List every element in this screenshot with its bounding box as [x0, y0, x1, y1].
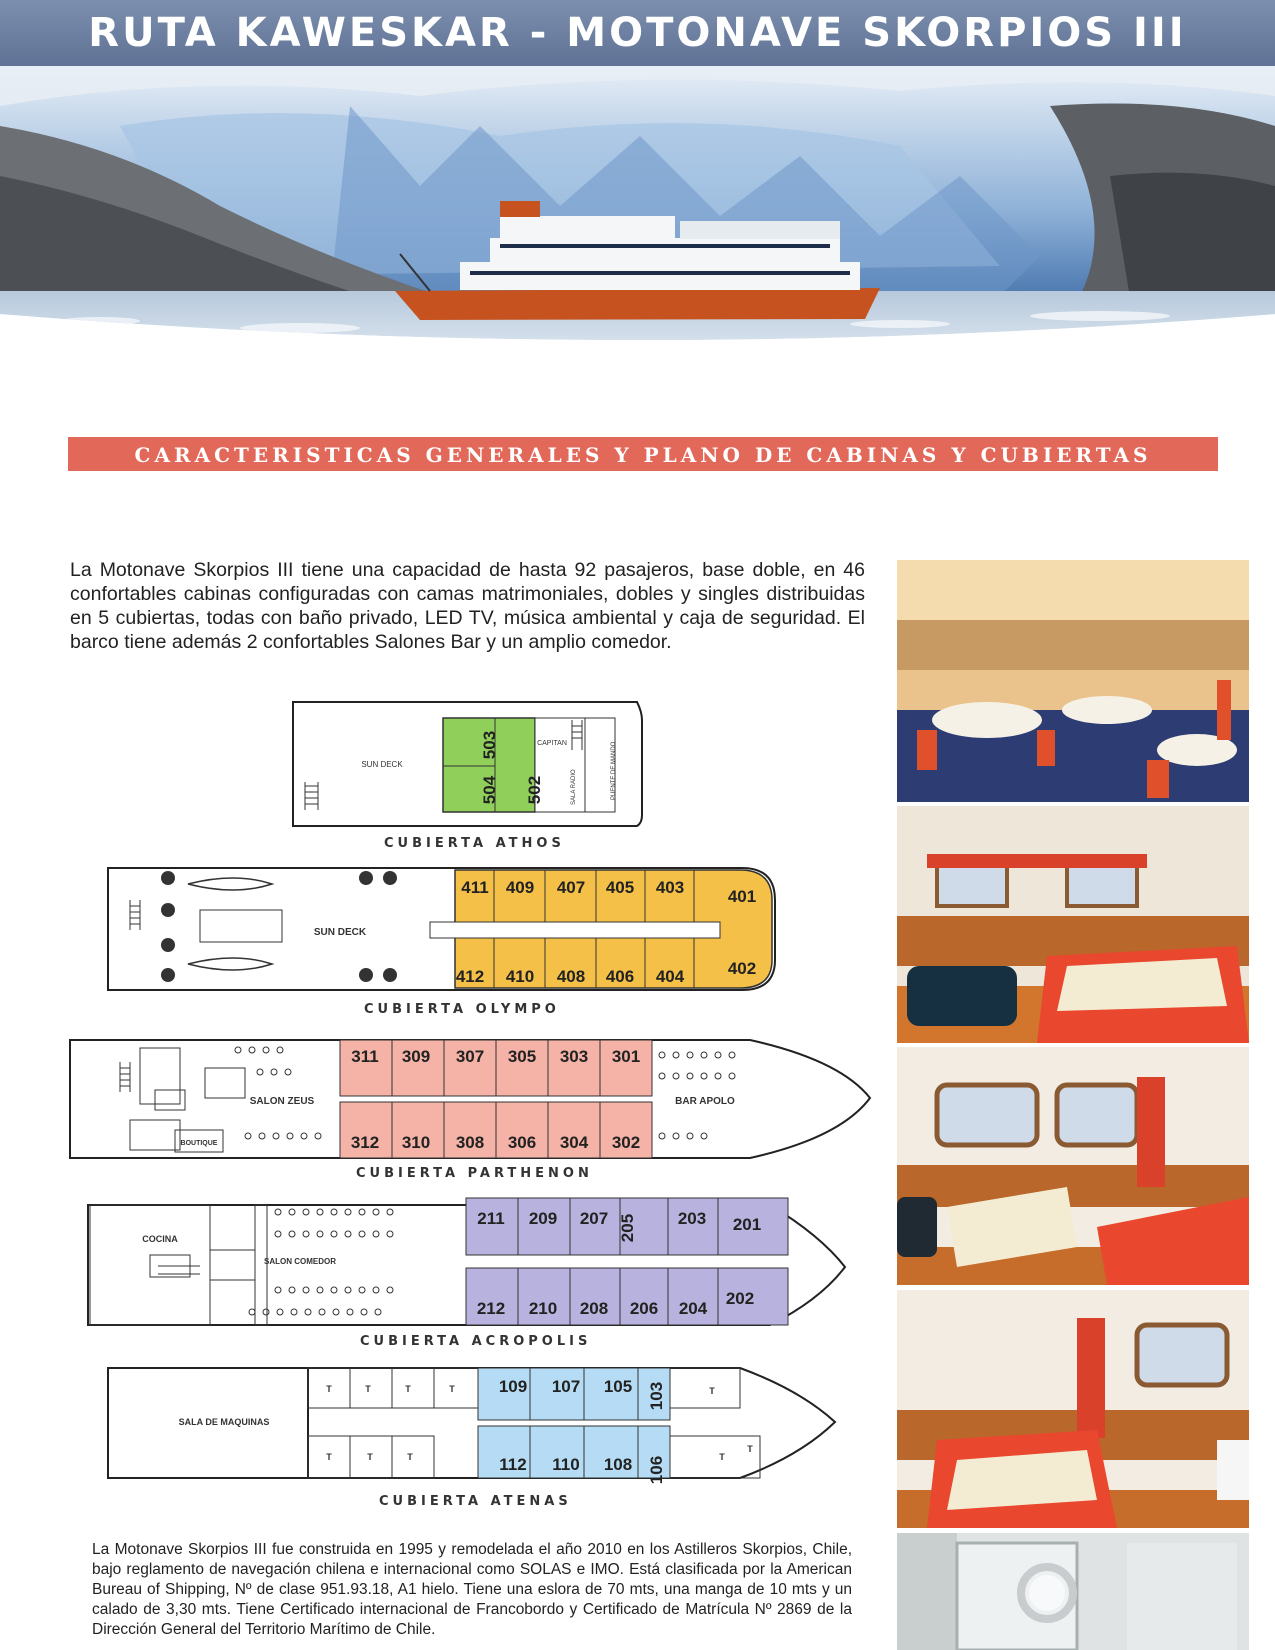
cabin-503: 503	[480, 730, 499, 760]
cabin-204: 204	[678, 1299, 708, 1318]
cabin-203: 203	[677, 1209, 707, 1228]
cabin-403: 403	[655, 878, 685, 897]
toilet-t-2: T	[365, 1384, 371, 1394]
toilet-t-5: T	[326, 1452, 332, 1462]
salon-zeus-label: SALON ZEUS	[249, 1096, 315, 1107]
cabin-308: 308	[455, 1133, 485, 1152]
deck-label-athos: CUBIERTA ATHOS	[384, 836, 565, 851]
deck-athos-plan	[293, 702, 642, 826]
cabin-208: 208	[579, 1299, 609, 1318]
cabin-407: 407	[556, 878, 586, 897]
toilet-t-7: T	[407, 1452, 413, 1462]
sala-maquinas-label: SALA DE MAQUINAS	[178, 1417, 270, 1427]
photo-cabin-double-bed	[897, 1290, 1249, 1528]
deck-label-acropolis: CUBIERTA ACROPOLIS	[360, 1334, 592, 1349]
cabin-201: 201	[732, 1215, 762, 1234]
cabin-405: 405	[605, 878, 635, 897]
deck-parthenon-plan	[70, 1040, 870, 1158]
cabin-302: 302	[611, 1133, 641, 1152]
cabin-504: 504	[480, 775, 499, 805]
cabin-210: 210	[528, 1299, 558, 1318]
cabin-301: 301	[611, 1047, 641, 1066]
toilet-t-10: T	[747, 1444, 753, 1454]
cabin-311: 311	[351, 1047, 379, 1066]
cocina-label: COCINA	[142, 1234, 178, 1244]
cabin-106: 106	[647, 1455, 666, 1485]
cabin-303: 303	[559, 1047, 589, 1066]
toilet-t-6: T	[367, 1452, 373, 1462]
deck-atenas-plan	[108, 1368, 835, 1484]
cabin-109: 109	[498, 1377, 528, 1396]
deck-label-atenas: CUBIERTA ATENAS	[379, 1494, 572, 1509]
intro-paragraph: La Motonave Skorpios III tiene una capacidad de hasta 92 pasajeros, base doble, en 46 confortables cabinas configuradas con camas matrimoniales, dobles y singles distribuidas en 5 cubiertas, todas con baño privado, LED TV, música ambiental y caja de seguridad. El barco tiene además 2 confortables Salones Bar y un amplio comedor.	[70, 559, 865, 653]
cabin-409: 409	[505, 878, 535, 897]
cabin-502: 502	[525, 775, 544, 805]
cabin-202: 202	[725, 1289, 755, 1308]
cabin-105: 105	[603, 1377, 633, 1396]
cabin-404: 404	[655, 967, 685, 986]
cabin-211: 211	[477, 1209, 505, 1228]
cabin-212: 212	[476, 1299, 506, 1318]
deck-label-olympo: CUBIERTA OLYMPO	[364, 1002, 560, 1017]
athos-puente-label: PUENTE DE MANDO	[611, 741, 617, 800]
photo-cabin-double-with-sofa	[897, 806, 1249, 1043]
athos-sala-radio-label: SALA RADIO	[571, 769, 577, 805]
athos-capitan-label: CAPITAN	[537, 740, 567, 747]
cabin-206: 206	[629, 1299, 659, 1318]
cabin-306: 306	[507, 1133, 537, 1152]
cabin-205: 205	[618, 1213, 637, 1243]
cabin-108: 108	[603, 1455, 633, 1474]
cabin-412: 412	[455, 967, 485, 986]
cabin-112: 112	[499, 1455, 527, 1474]
toilet-t-3: T	[405, 1384, 411, 1394]
toilet-t-1: T	[326, 1384, 332, 1394]
boutique-label: BOUTIQUE	[180, 1140, 218, 1147]
cabin-207: 207	[579, 1209, 609, 1228]
cabin-307: 307	[455, 1047, 485, 1066]
cabin-406: 406	[605, 967, 635, 986]
athos-sun-deck-label: SUN DECK	[361, 760, 403, 769]
deck-acropolis-plan	[88, 1198, 845, 1325]
photo-dining-room	[897, 560, 1249, 802]
section-title: CARACTERISTICAS GENERALES Y PLANO DE CABINAS Y CUBIERTAS	[134, 443, 1152, 467]
cabin-310: 310	[401, 1133, 431, 1152]
footer-paragraph: La Motonave Skorpios III fue construida en 1995 y remodelada el año 2010 en los Astilleros Skorpios, Chile, bajo reglamento de navegación chilena e internacional como SOLAS e IMO. Está clasificada por la American Bureau of Shipping, Nº de clase 951.93.18, A1 hielo. Tiene una eslora de 70 mts, una manga de 10 mts y un calado de 3,30 mts. Tiene Certificado internacional de Francobordo y Certificado de Matrícula Nº 2869 de la Dirección General del Territorio Marítimo de Chile.	[92, 1541, 852, 1638]
cabin-408: 408	[556, 967, 586, 986]
toilet-t-4: T	[449, 1384, 455, 1394]
bar-apolo-label: BAR APOLO	[675, 1096, 735, 1107]
cabin-309: 309	[401, 1047, 431, 1066]
cabin-305: 305	[507, 1047, 537, 1066]
photo-bathroom	[897, 1533, 1249, 1650]
cabin-304: 304	[559, 1133, 589, 1152]
cabin-312: 312	[350, 1133, 380, 1152]
page-title: RUTA KAWESKAR - MOTONAVE SKORPIOS III	[88, 10, 1187, 56]
cabin-402: 402	[727, 959, 757, 978]
photo-cabin-twin-beds	[897, 1047, 1249, 1285]
cabin-107: 107	[551, 1377, 581, 1396]
cabin-410: 410	[505, 967, 535, 986]
cabin-103: 103	[647, 1381, 666, 1411]
cabin-110: 110	[552, 1455, 580, 1474]
cabin-209: 209	[528, 1209, 558, 1228]
toilet-t-9: T	[719, 1452, 725, 1462]
deck-olympo-plan	[108, 868, 775, 990]
toilet-t-8: T	[709, 1386, 715, 1396]
cabin-401: 401	[727, 887, 757, 906]
cabin-411: 411	[461, 878, 489, 897]
olympo-sun-deck-label: SUN DECK	[313, 927, 367, 938]
deck-label-parthenon: CUBIERTA PARTHENON	[356, 1166, 593, 1181]
salon-comedor-label: SALON COMEDOR	[264, 1257, 336, 1266]
